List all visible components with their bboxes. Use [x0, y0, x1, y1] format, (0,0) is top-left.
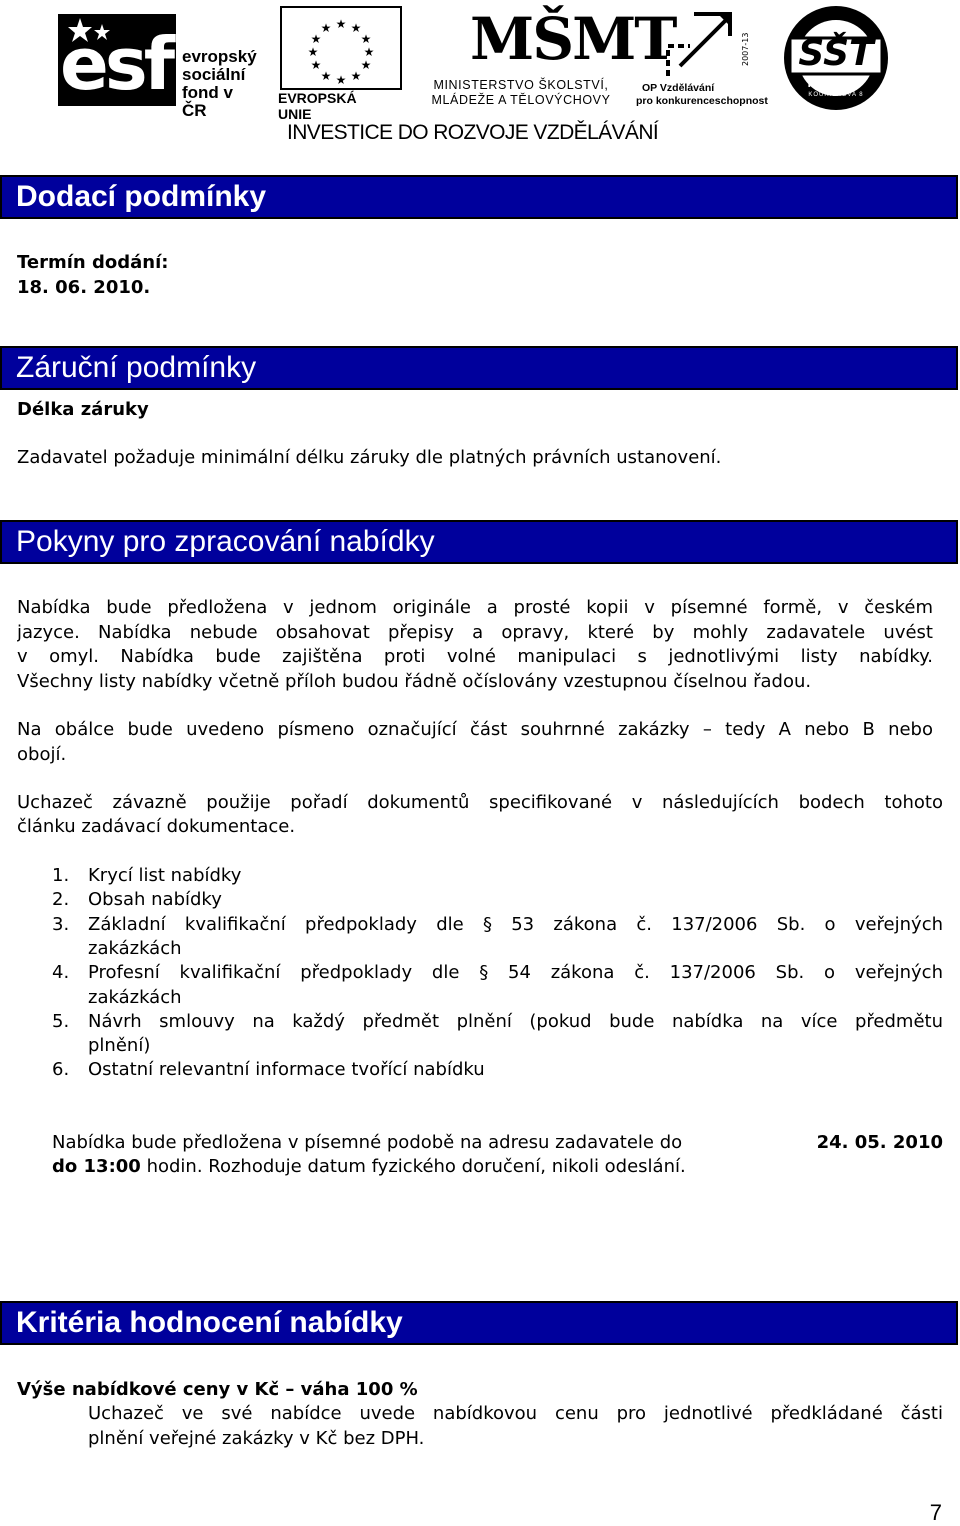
- paragraph-line: Nabídka bude předložena v jednom originále a prosté kopii v písemné formě, v českém: [17, 597, 933, 618]
- msmt-mark: MŠMT: [470, 5, 676, 73]
- svg-text:★: ★: [350, 21, 362, 35]
- list-item-continuation: plnění): [88, 1035, 151, 1056]
- eu-flag: [280, 6, 402, 90]
- list-item-number: 4.: [52, 962, 70, 983]
- criteria-label: Výše nabídkové ceny v Kč – váha 100 %: [17, 1379, 418, 1400]
- svg-text:★: ★: [360, 58, 372, 72]
- list-item: Obsah nabídky: [88, 889, 222, 910]
- deadline-pre-text: Nabídka bude předložena v písemné podobě na adresu zadavatele do: [52, 1132, 683, 1153]
- list-item: Návrh smlouvy na každý předmět plnění (pokud bude nabídka na více předmětu: [88, 1011, 943, 1032]
- section-heading-warranty: Záruční podmínky: [0, 346, 958, 390]
- paragraph-line: článku zadávací dokumentace.: [17, 816, 296, 837]
- tagline: INVESTICE DO ROZVOJE VZDĚLÁVÁNÍ: [287, 121, 659, 144]
- page-number: 7: [929, 1500, 942, 1525]
- list-item-number: 3.: [52, 914, 70, 935]
- deadline-line-2: [52, 1156, 686, 1177]
- list-item: Základní kvalifikační předpoklady dle § 53 zákona č. 137/2006 Sb. o veřejných: [88, 914, 943, 935]
- eu-stars-icon: [282, 8, 400, 88]
- list-item: Krycí list nabídky: [88, 865, 242, 886]
- delivery-term-label: Termín dodání:: [17, 252, 169, 273]
- svg-text:★: ★: [335, 73, 347, 87]
- delivery-term-value: 18. 06. 2010.: [17, 277, 151, 298]
- list-item-continuation: zakázkách: [88, 987, 182, 1008]
- section-heading-instructions: Pokyny pro zpracování nabídky: [0, 520, 958, 564]
- esf-caption-line: fond v ČR: [182, 83, 233, 120]
- criteria-text-line: Uchazeč ve své nabídce uvede nabídkovou cenu pro jednotlivé předkládané části: [88, 1403, 943, 1424]
- deadline-post-text: hodin. Rozhoduje datum fyzického doručení, nikoli odeslání.: [146, 1156, 686, 1177]
- warranty-subtitle: Délka záruky: [17, 399, 149, 420]
- deadline-time: do 13:00: [52, 1156, 141, 1177]
- msmt-caption: [416, 78, 626, 108]
- criteria-text-line: plnění veřejné zakázky v Kč bez DPH.: [88, 1428, 425, 1449]
- op-emblem: [660, 6, 758, 84]
- sst-letters: SŠT: [798, 33, 874, 74]
- op-caption-line: OP Vzdělávání: [642, 82, 715, 94]
- list-item: Profesní kvalifikační předpoklady dle § 54 zákona č. 137/2006 Sb. o veřejných: [88, 962, 943, 983]
- list-item-number: 6.: [52, 1059, 70, 1080]
- msmt-caption-line: MLÁDEŽE A TĚLOVÝCHOVY: [431, 93, 611, 107]
- esf-caption-line: evropský: [182, 47, 257, 66]
- esf-letters: esf: [60, 22, 172, 106]
- sst-city: PŘEROV: [807, 76, 865, 90]
- svg-text:★: ★: [350, 69, 362, 83]
- section-heading-criteria: Kritéria hodnocení nabídky: [0, 1301, 958, 1345]
- warranty-text: Zadavatel požaduje minimální délku záruky dle platných právních ustanovení.: [17, 447, 722, 468]
- eu-caption: EVROPSKÁ UNIE: [278, 90, 357, 122]
- svg-text:★: ★: [363, 45, 375, 59]
- sst-street: KOUŘILKOVA 8: [808, 92, 864, 98]
- logo-bar: [0, 0, 960, 160]
- svg-text:★: ★: [307, 45, 319, 59]
- svg-text:★: ★: [310, 58, 322, 72]
- section-heading-delivery: Dodací podmínky: [0, 175, 958, 219]
- paragraph-line: Na obálce bude uvedeno písmeno označující část souhrnné zakázky – tedy A nebo B nebo: [17, 719, 933, 740]
- svg-text:★: ★: [310, 32, 322, 46]
- msmt-caption-line: MINISTERSTVO ŠKOLSTVÍ,: [433, 78, 609, 92]
- op-year: 2007-13: [741, 32, 750, 66]
- svg-text:★: ★: [320, 69, 332, 83]
- list-item-continuation: zakázkách: [88, 938, 182, 959]
- deadline-line-1: [52, 1132, 943, 1153]
- svg-text:★: ★: [320, 21, 332, 35]
- sst-logo: [782, 4, 890, 112]
- paragraph-line: Uchazeč závazně použije pořadí dokumentů specifikované v následujících bodech tohoto: [17, 792, 943, 813]
- op-emblem-icon: [660, 6, 758, 84]
- list-item-number: 1.: [52, 865, 70, 886]
- svg-text:★: ★: [360, 32, 372, 46]
- paragraph-line: v omyl. Nabídka bude zajištěna proti volné manipulaci s jednotlivými listy nabídky.: [17, 646, 933, 667]
- esf-caption-line: sociální: [182, 65, 246, 84]
- list-item: Ostatní relevantní informace tvořící nabídku: [88, 1059, 485, 1080]
- op-caption: [636, 82, 776, 108]
- list-item-number: 2.: [52, 889, 70, 910]
- paragraph-line: obojí.: [17, 744, 67, 765]
- list-item-number: 5.: [52, 1011, 70, 1032]
- deadline-date: 24. 05. 2010: [816, 1132, 943, 1153]
- paragraph-line: jazyce. Nabídka nebude obsahovat přepisy a opravy, které by mohly zadavatele uvést: [17, 622, 933, 643]
- paragraph-line: Všechny listy nabídky včetně příloh budou řádně očíslovány vzestupnou číselnou řadou.: [17, 671, 812, 692]
- esf-caption: [182, 48, 257, 120]
- svg-text:★: ★: [335, 17, 347, 31]
- op-caption-line: pro konkurenceschopnost: [636, 95, 768, 107]
